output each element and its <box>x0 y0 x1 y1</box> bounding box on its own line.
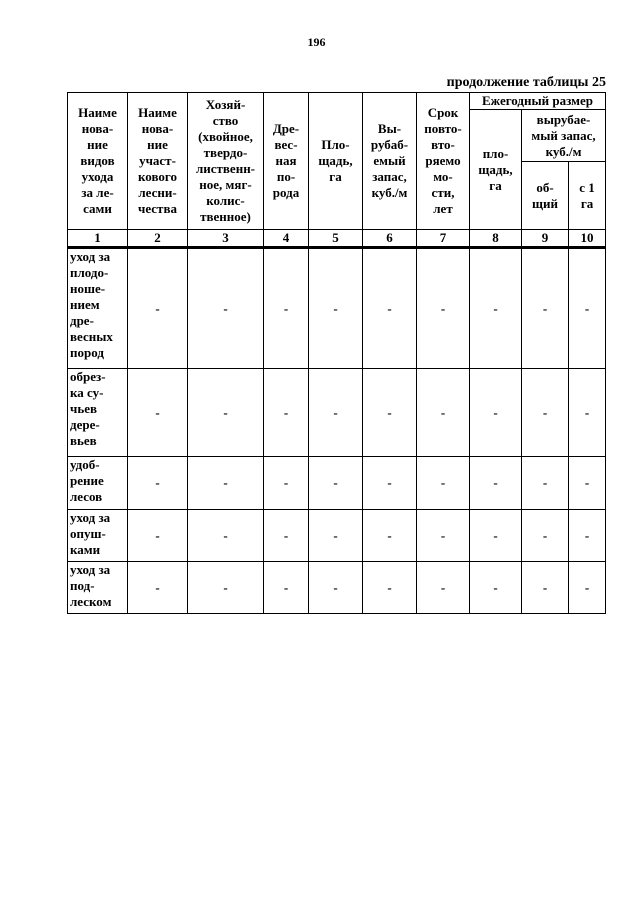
table-cell: - <box>417 248 470 369</box>
care-type-name: уход за под- леском <box>68 562 128 614</box>
table-cell: - <box>309 457 363 510</box>
table-row <box>68 510 606 562</box>
table-cell: - <box>363 457 417 510</box>
table-cell: - <box>417 562 470 614</box>
table-cell: - <box>522 369 569 457</box>
table-cell: - <box>569 369 606 457</box>
column-number: 4 <box>264 230 309 248</box>
forest-care-table <box>67 92 606 614</box>
header-stock-total: об- щий <box>522 162 569 230</box>
column-number: 3 <box>188 230 264 248</box>
table-cell: - <box>470 369 522 457</box>
table-cell: - <box>128 369 188 457</box>
table-cell: - <box>569 562 606 614</box>
table-cell: - <box>470 248 522 369</box>
column-number: 5 <box>309 230 363 248</box>
column-number: 9 <box>522 230 569 248</box>
table-cell: - <box>569 457 606 510</box>
table-cell: - <box>522 248 569 369</box>
care-type-name: уход за опуш- ками <box>68 510 128 562</box>
table-cell: - <box>522 457 569 510</box>
header-annual-area: пло- щадь, га <box>470 110 522 230</box>
table-row <box>68 248 606 369</box>
care-type-name: обрез- ка су- чьев дере- вьев <box>68 369 128 457</box>
column-number: 7 <box>417 230 470 248</box>
column-number: 8 <box>470 230 522 248</box>
care-type-name: удоб- рение лесов <box>68 457 128 510</box>
table-cell: - <box>128 457 188 510</box>
table-cell: - <box>363 248 417 369</box>
header-area: Пло- щадь, га <box>309 93 363 230</box>
table-cell: - <box>264 369 309 457</box>
table-cell: - <box>264 510 309 562</box>
header-management: Хозяй- ство (хвойное, твердо- лиственн- ное, мяг- колис- твенное) <box>188 93 264 230</box>
table-cell: - <box>188 457 264 510</box>
header-repeat-period: Срок повто- вто- ряемо мо- сти, лет <box>417 93 470 230</box>
table-caption: продолжение таблицы 25 <box>446 75 606 90</box>
column-number: 1 <box>68 230 128 248</box>
table-row <box>68 457 606 510</box>
table-cell: - <box>188 510 264 562</box>
header-annual-stock: вырубае- мый запас, куб./м <box>522 110 606 162</box>
table-cell: - <box>363 562 417 614</box>
header-harvest-stock: Вы- рубаб- емый запас, куб./м <box>363 93 417 230</box>
table-cell: - <box>569 248 606 369</box>
table-cell: - <box>128 562 188 614</box>
table-cell: - <box>417 510 470 562</box>
table-cell: - <box>309 248 363 369</box>
column-number: 2 <box>128 230 188 248</box>
table-cell: - <box>188 369 264 457</box>
table-cell: - <box>470 562 522 614</box>
table-row <box>68 562 606 614</box>
column-number: 10 <box>569 230 606 248</box>
column-numbers-row <box>68 230 606 248</box>
table-row <box>68 369 606 457</box>
table-cell: - <box>264 457 309 510</box>
header-stock-per-ha: с 1 га <box>569 162 606 230</box>
table-cell: - <box>470 510 522 562</box>
table-cell: - <box>569 510 606 562</box>
header-tree-species: Дре- вес- ная по- рода <box>264 93 309 230</box>
table-cell: - <box>188 562 264 614</box>
table-cell: - <box>309 369 363 457</box>
table-cell: - <box>470 457 522 510</box>
table-cell: - <box>128 510 188 562</box>
care-type-name: уход за плодо- ноше- нием дре- весных пород <box>68 248 128 369</box>
table-cell: - <box>522 562 569 614</box>
header-district-name: Наиме нова- ние участ- кового лесни- чества <box>128 93 188 230</box>
table-cell: - <box>417 369 470 457</box>
column-number: 6 <box>363 230 417 248</box>
table-cell: - <box>363 369 417 457</box>
header-species-name: Наиме нова- ние видов ухода за ле- сами <box>68 93 128 230</box>
table-cell: - <box>264 562 309 614</box>
table-cell: - <box>309 510 363 562</box>
header-annual-size: Ежегодный размер <box>470 93 606 110</box>
table-cell: - <box>309 562 363 614</box>
table-cell: - <box>128 248 188 369</box>
table-cell: - <box>417 457 470 510</box>
table-cell: - <box>264 248 309 369</box>
table-cell: - <box>522 510 569 562</box>
table-cell: - <box>188 248 264 369</box>
table-cell: - <box>363 510 417 562</box>
page-number: 196 <box>307 35 326 49</box>
